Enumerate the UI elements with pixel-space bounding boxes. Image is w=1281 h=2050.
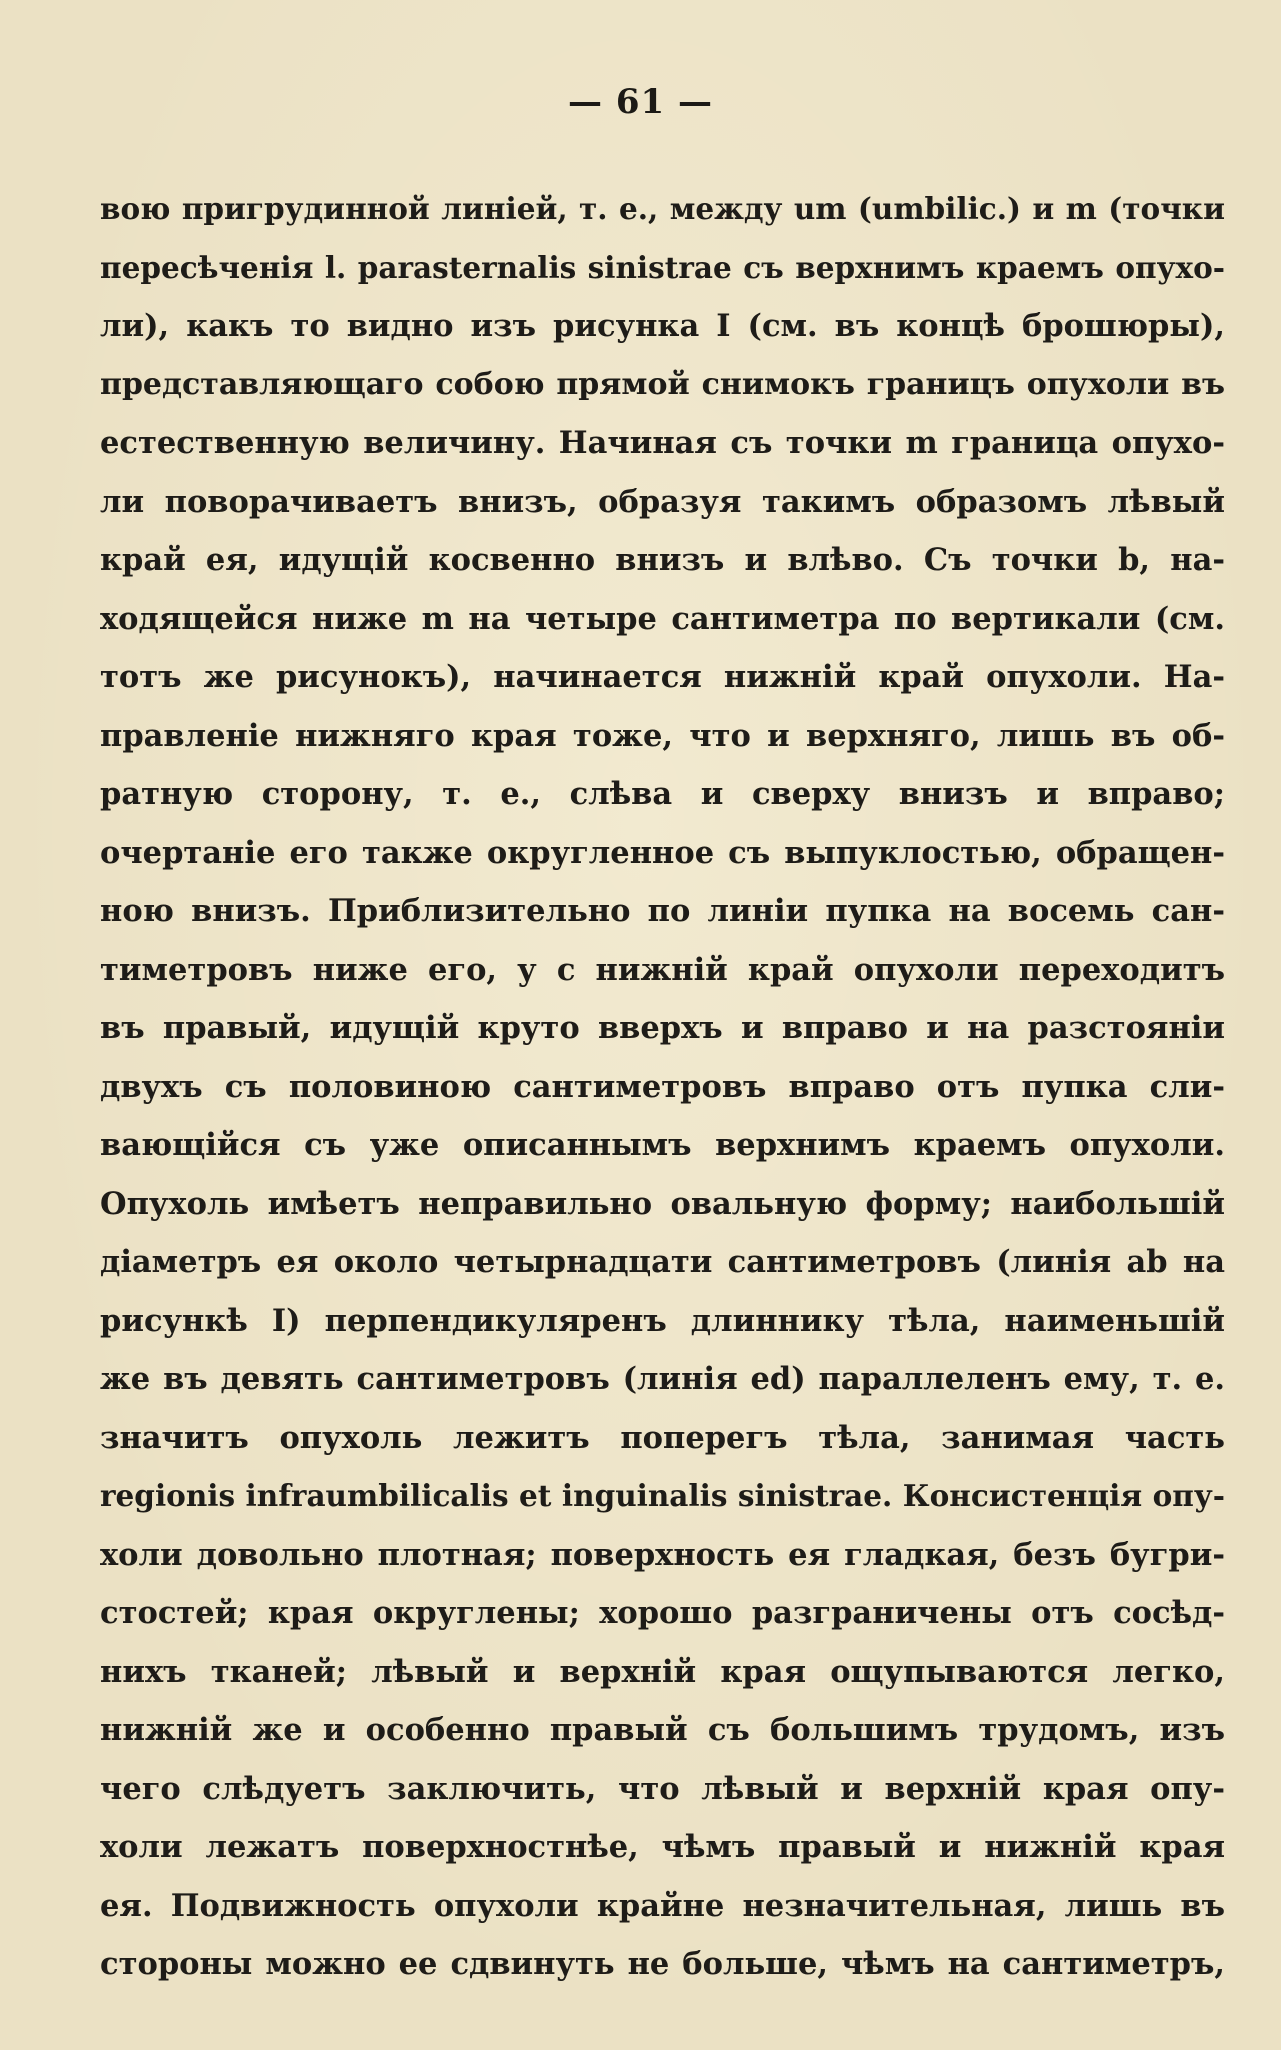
- text-line: вою пригрудинной линiей, т. е., между um (umbilic.) и m (точки: [100, 191, 1225, 226]
- text-line: пересѣченiя l. parasternalis sinistrae съ верхнимъ краемъ опухо-: [100, 249, 1225, 285]
- text-line: дiаметръ ея около четырнадцати сантиметровъ (линiя ab на: [100, 1244, 1225, 1280]
- text-line: стостей; края округлены; хорошо разграничены отъ сосѣд-: [100, 1595, 1225, 1631]
- text-line: рисункѣ I) перпендикуляренъ длиннику тѣла, наименьшiй: [100, 1302, 1225, 1339]
- text-line: же въ девять сантиметровъ (линiя ed) параллеленъ ему, т. е.: [100, 1361, 1225, 1397]
- text-line: край ея, идущiй косвенно внизъ и влѣво. Съ точки b, на-: [100, 542, 1225, 578]
- text-line: правленiе нижняго края тоже, что и верхняго, лишь въ об-: [100, 717, 1225, 754]
- text-line: ратную сторону, т. е., слѣва и сверху внизъ и вправо;: [100, 776, 1225, 812]
- text-line: regionis infraumbilicalis et inguinalis sinistrae. Консистенцiя опу-: [100, 1478, 1225, 1513]
- page-number: — 61 —: [568, 82, 713, 122]
- text-line: ходящейся ниже m на четыре сантиметра по вертикали (см.: [100, 600, 1225, 637]
- text-line: двухъ съ половиною сантиметровъ вправо отъ пупка сли-: [100, 1068, 1225, 1105]
- text-line: естественную величину. Начиная съ точки m граница опухо-: [100, 425, 1225, 461]
- text-line: ея. Подвижность опухоли крайне незначительная, лишь въ: [100, 1887, 1225, 1924]
- text-line: тотъ же рисунокъ), начинается нижнiй край опухоли. На-: [100, 659, 1225, 695]
- text-line: представляющаго собою прямой снимокъ границъ опухоли въ: [100, 366, 1225, 402]
- text-line: ли поворачиваетъ внизъ, образуя такимъ образомъ лѣвый: [100, 483, 1225, 520]
- body-text: [100, 180, 1225, 1994]
- text-line: холи лежатъ поверхностнѣе, чѣмъ правый и нижнiй края: [100, 1829, 1225, 1865]
- text-line: нихъ тканей; лѣвый и верхнiй края ощупываются легко,: [100, 1653, 1225, 1690]
- text-line: стороны можно ее сдвинуть не больше, чѣмъ на сантиметръ,: [100, 1946, 1225, 1982]
- text-line: очертанiе его также округленное съ выпуклостью, обращен-: [100, 834, 1225, 871]
- text-line: ли), какъ то видно изъ рисунка I (см. въ концѣ брошюры),: [100, 308, 1225, 344]
- text-line: значитъ опухоль лежитъ поперегъ тѣла, занимая часть: [100, 1419, 1225, 1456]
- text-line: ною внизъ. Приблизительно по линiи пупка на восемь сан-: [100, 893, 1225, 929]
- text-line: тиметровъ ниже его, у c нижнiй край опухоли переходитъ: [100, 951, 1225, 988]
- text-line: Опухоль имѣетъ неправильно овальную форму; наибольшiй: [100, 1185, 1225, 1222]
- text-line: нижнiй же и особенно правый съ большимъ трудомъ, изъ: [100, 1712, 1225, 1748]
- text-line: въ правый, идущiй круто вверхъ и вправо и на разстоянiи: [100, 1010, 1225, 1046]
- text-line: вающiйся съ уже описаннымъ верхнимъ краемъ опухоли.: [100, 1127, 1225, 1163]
- text-line: холи довольно плотная; поверхность ея гладкая, безъ бугри-: [100, 1536, 1225, 1573]
- text-line: чего слѣдуетъ заключить, что лѣвый и верхнiй края опу-: [100, 1770, 1225, 1807]
